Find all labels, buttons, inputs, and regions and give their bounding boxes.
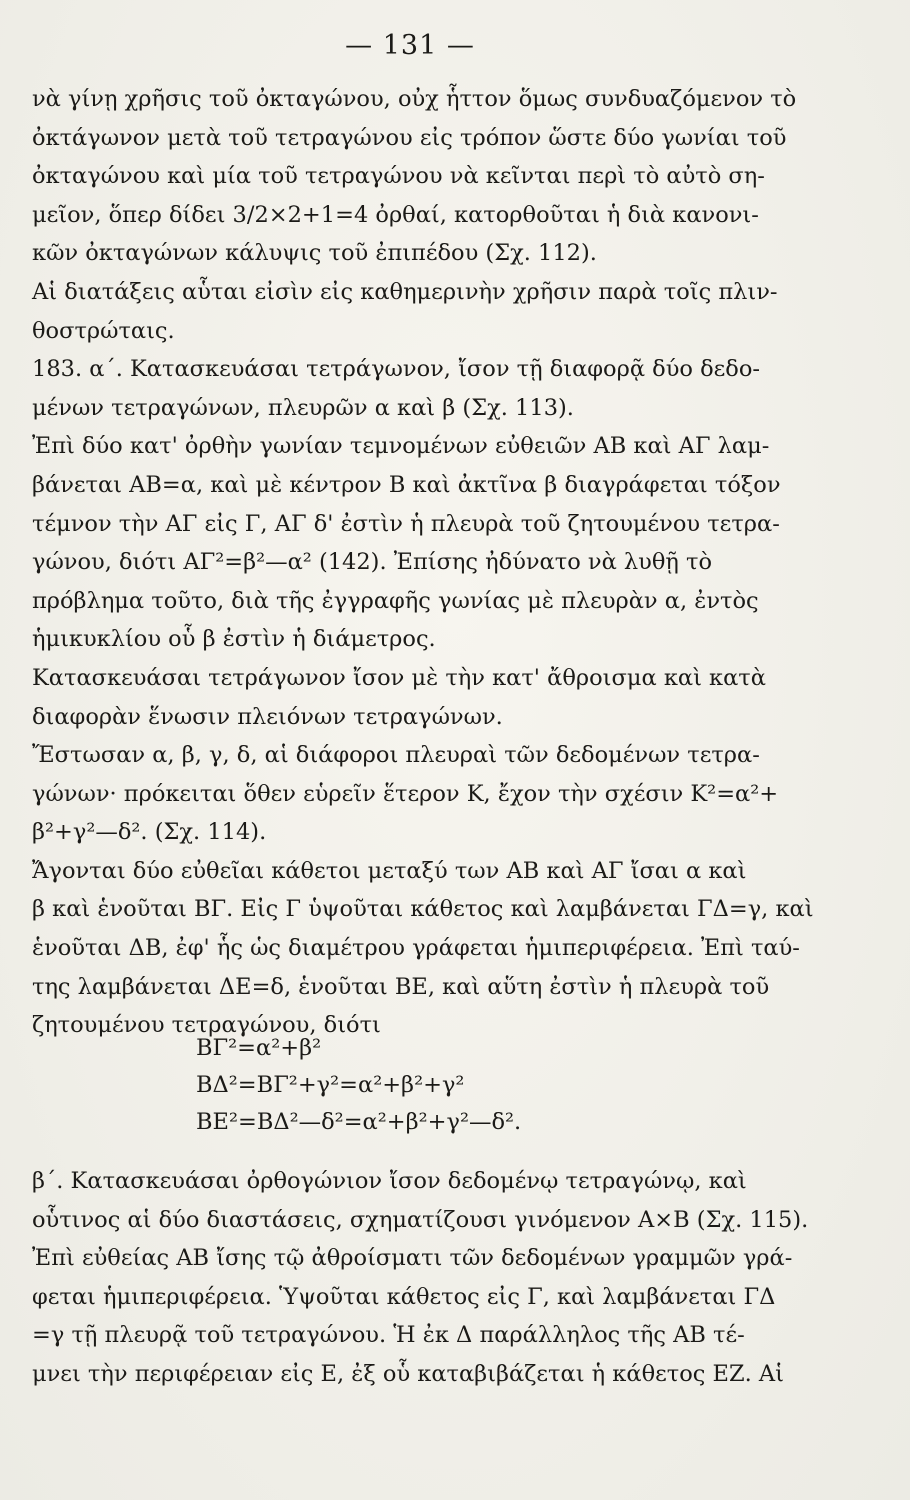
body-text-lower (32, 1162, 809, 1394)
text-line: κῶν ὀκταγώνων κάλυψις τοῦ ἐπιπέδου (Σχ. 112). (32, 240, 597, 267)
text-line: της λαμβάνεται ΔΕ=δ, ἑνοῦται ΒΕ, καὶ αὕτη ἐστὶν ἡ πλευρὰ τοῦ (32, 973, 770, 1000)
text-line: ὀκτάγωνον μετὰ τοῦ τετραγώνου εἰς τρόπον ὥστε δύο γωνίαι τοῦ (32, 124, 787, 151)
text-line: γώνου, διότι ΑΓ²=β²—α² (142). Ἐπίσης ἠδύνατο νὰ λυθῇ τὸ (32, 549, 713, 576)
text-line: τέμνον τὴν ΑΓ εἰς Γ, ΑΓ δ' ἐστὶν ἡ πλευρὰ τοῦ ζητουμένου τετρα- (32, 510, 780, 537)
equation-line: ΒΕ²=ΒΔ²—δ²=α²+β²+γ²—δ². (196, 1109, 522, 1135)
text-line: β΄. Κατασκευάσαι ὀρθογώνιον ἴσον δεδομένῳ τετραγώνῳ, καὶ (32, 1168, 747, 1194)
text-line: Ἔστωσαν α, β, γ, δ, αἱ διάφοροι πλευραὶ τῶν δεδομένων τετρα- (32, 742, 760, 769)
equation-block (196, 1030, 521, 1141)
text-line: 183. α΄. Κατασκευάσαι τετράγωνον, ἴσον τῇ διαφορᾷ δύο δεδο- (32, 356, 760, 383)
text-line: β²+γ²—δ². (Σχ. 114). (32, 819, 267, 846)
text-line: ἡμικυκλίου οὗ β ἐστὶν ἡ διάμετρος. (32, 626, 436, 653)
equation-line: ΒΓ²=α²+β² (196, 1035, 322, 1061)
text-line: ὀκταγώνου καὶ μία τοῦ τετραγώνου νὰ κεῖνται περὶ τὸ αὐτὸ ση- (32, 163, 765, 190)
text-line: μεῖον, ὅπερ δίδει 3/2×2+1=4 ὀρθαί, κατορθοῦται ἡ διὰ κανονι- (32, 201, 759, 228)
text-line: οὗτινος αἱ δύο διαστάσεις, σχηματίζουσι γινόμενον Α×Β (Σχ. 115). (32, 1206, 809, 1233)
text-line: γώνων· πρόκειται ὅθεν εὑρεῖν ἕτερον Κ, ἔχον τὴν σχέσιν Κ²=α²+ (32, 780, 779, 807)
text-line: φεται ἡμιπεριφέρεια. Ὑψοῦται κάθετος εἰς Γ, καὶ λαμβάνεται ΓΔ (32, 1283, 776, 1310)
text-line: Ἐπὶ εὐθείας ΑΒ ἴσης τῷ ἀθροίσματι τῶν δεδομένων γραμμῶν γρά- (32, 1245, 793, 1272)
text-line: Ἐπὶ δύο κατ' ὀρθὴν γωνίαν τεμνομένων εὐθειῶν ΑΒ καὶ ΑΓ λαμ- (32, 433, 770, 460)
text-line: μένων τετραγώνων, πλευρῶν α καὶ β (Σχ. 113). (32, 394, 574, 421)
text-line: Κατασκευάσαι τετράγωνον ἴσον μὲ τὴν κατ' ἄθροισμα καὶ κατὰ (32, 664, 766, 691)
text-line: θοστρώταις. (32, 317, 175, 344)
text-line: διαφορὰν ἕνωσιν πλειόνων τετραγώνων. (32, 703, 503, 730)
text-line: πρόβλημα τοῦτο, διὰ τῆς ἐγγραφῆς γωνίας μὲ πλευρὰν α, ἐντὸς (32, 587, 759, 614)
text-line: Αἱ διατάξεις αὗται εἰσὶν εἰς καθημερινὴν χρῆσιν παρὰ τοῖς πλιν- (32, 278, 778, 305)
text-line: ἑνοῦται ΔΒ, ἐφ' ἧς ὡς διαμέτρου γράφεται ἡμιπεριφέρεια. Ἐπὶ ταύ- (32, 935, 800, 962)
text-line: =γ τῇ πλευρᾷ τοῦ τετραγώνου. Ἡ ἐκ Δ παράλληλος τῆς ΑΒ τέ- (32, 1322, 745, 1349)
text-line: βάνεται ΑΒ=α, καὶ μὲ κέντρον Β καὶ ἀκτῖνα β διαγράφεται τόξον (32, 471, 781, 498)
body-text-upper (32, 80, 814, 1045)
text-line: μνει τὴν περιφέρειαν εἰς Ε, ἐξ οὗ καταβιβάζεται ἡ κάθετος ΕΖ. Αἱ (32, 1360, 784, 1387)
text-line: νὰ γίνῃ χρῆσις τοῦ ὀκταγώνου, οὐχ ἧττον ὅμως συνδυαζόμενον τὸ (32, 86, 797, 112)
text-line: ζητουμένου τετραγώνου, διότι (32, 1012, 381, 1039)
page-number: — 131 — (345, 30, 475, 61)
equation-line: ΒΔ²=ΒΓ²+γ²=α²+β²+γ² (196, 1072, 465, 1098)
text-line: Ἄγονται δύο εὐθεῖαι κάθετοι μεταξύ των ΑΒ καὶ ΑΓ ἴσαι α καὶ (32, 857, 747, 884)
text-line: β καὶ ἑνοῦται ΒΓ. Εἰς Γ ὑψοῦται κάθετος καὶ λαμβάνεται ΓΔ=γ, καὶ (32, 896, 814, 923)
